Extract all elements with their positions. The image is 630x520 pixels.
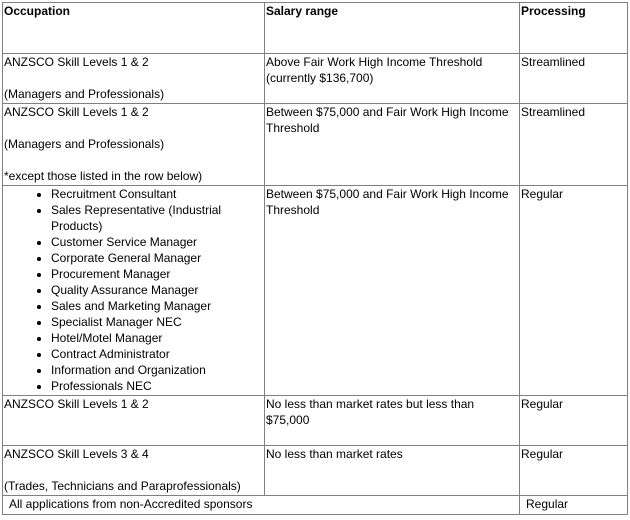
occupation-text: All applications from non-Accredited sponsors (9, 497, 253, 511)
list-item: • Recruitment Consultant (51, 186, 264, 202)
occupation-cell: ANZSCO Skill Levels 1 & 2 (3, 396, 265, 446)
list-item: • Contract Administrator (51, 346, 264, 362)
list-item: • Customer Service Manager (51, 234, 264, 250)
occupation-exception-note: *except those listed in the row below) (4, 169, 203, 183)
processing-cell: Regular (520, 446, 628, 496)
occupation-note: (Trades, Technicians and Paraprofessionals) (4, 479, 241, 493)
salary-cell: Between $75,000 and Fair Work High Income Threshold (265, 104, 520, 186)
list-item: • Hotel/Motel Manager (51, 330, 264, 346)
processing-text: Regular (526, 497, 569, 511)
visa-processing-table (2, 2, 628, 515)
table-row (3, 104, 628, 186)
list-item: • Quality Assurance Manager (51, 282, 264, 298)
table-row (3, 446, 628, 496)
list-item: • Sales and Marketing Manager (51, 298, 264, 314)
processing-cell (520, 496, 628, 515)
occupation-text: ANZSCO Skill Levels 3 & 4 (4, 447, 149, 461)
list-item: • Professionals NEC (51, 378, 264, 394)
list-item: • Sales Representative (Industrial Products) (51, 202, 264, 234)
list-item: • Information and Organization (51, 362, 264, 378)
occupation-cell (3, 186, 265, 396)
salary-cell: Between $75,000 and Fair Work High Income Threshold (265, 186, 520, 396)
processing-cell: Streamlined (520, 54, 628, 104)
list-item: • Specialist Manager NEC (51, 314, 264, 330)
salary-cell: No less than market rates (265, 446, 520, 496)
occupation-cell (3, 54, 265, 104)
list-item: • Corporate General Manager (51, 250, 264, 266)
header-salary-range: Salary range (265, 3, 520, 54)
processing-cell: Regular (520, 186, 628, 396)
header-processing: Processing (520, 3, 628, 54)
occupation-cell (3, 496, 520, 515)
header-occupation: Occupation (3, 3, 265, 54)
list-item: • Procurement Manager (51, 266, 264, 282)
occupation-note: (Managers and Professionals) (4, 137, 165, 151)
table-row (3, 186, 628, 396)
occupation-list (4, 186, 264, 394)
occupation-text: ANZSCO Skill Levels 1 & 2 (4, 55, 149, 69)
occupation-note: (Managers and Professionals) (4, 87, 165, 101)
table-row (3, 396, 628, 446)
salary-cell: No less than market rates but less than $75,000 (265, 396, 520, 446)
salary-cell: Above Fair Work High Income Threshold (currently $136,700) (265, 54, 520, 104)
occupation-cell (3, 104, 265, 186)
table-row (3, 496, 628, 515)
occupation-cell (3, 446, 265, 496)
processing-cell: Streamlined (520, 104, 628, 186)
processing-cell: Regular (520, 396, 628, 446)
table-row (3, 54, 628, 104)
occupation-text: ANZSCO Skill Levels 1 & 2 (4, 105, 149, 119)
header-row (3, 3, 628, 54)
